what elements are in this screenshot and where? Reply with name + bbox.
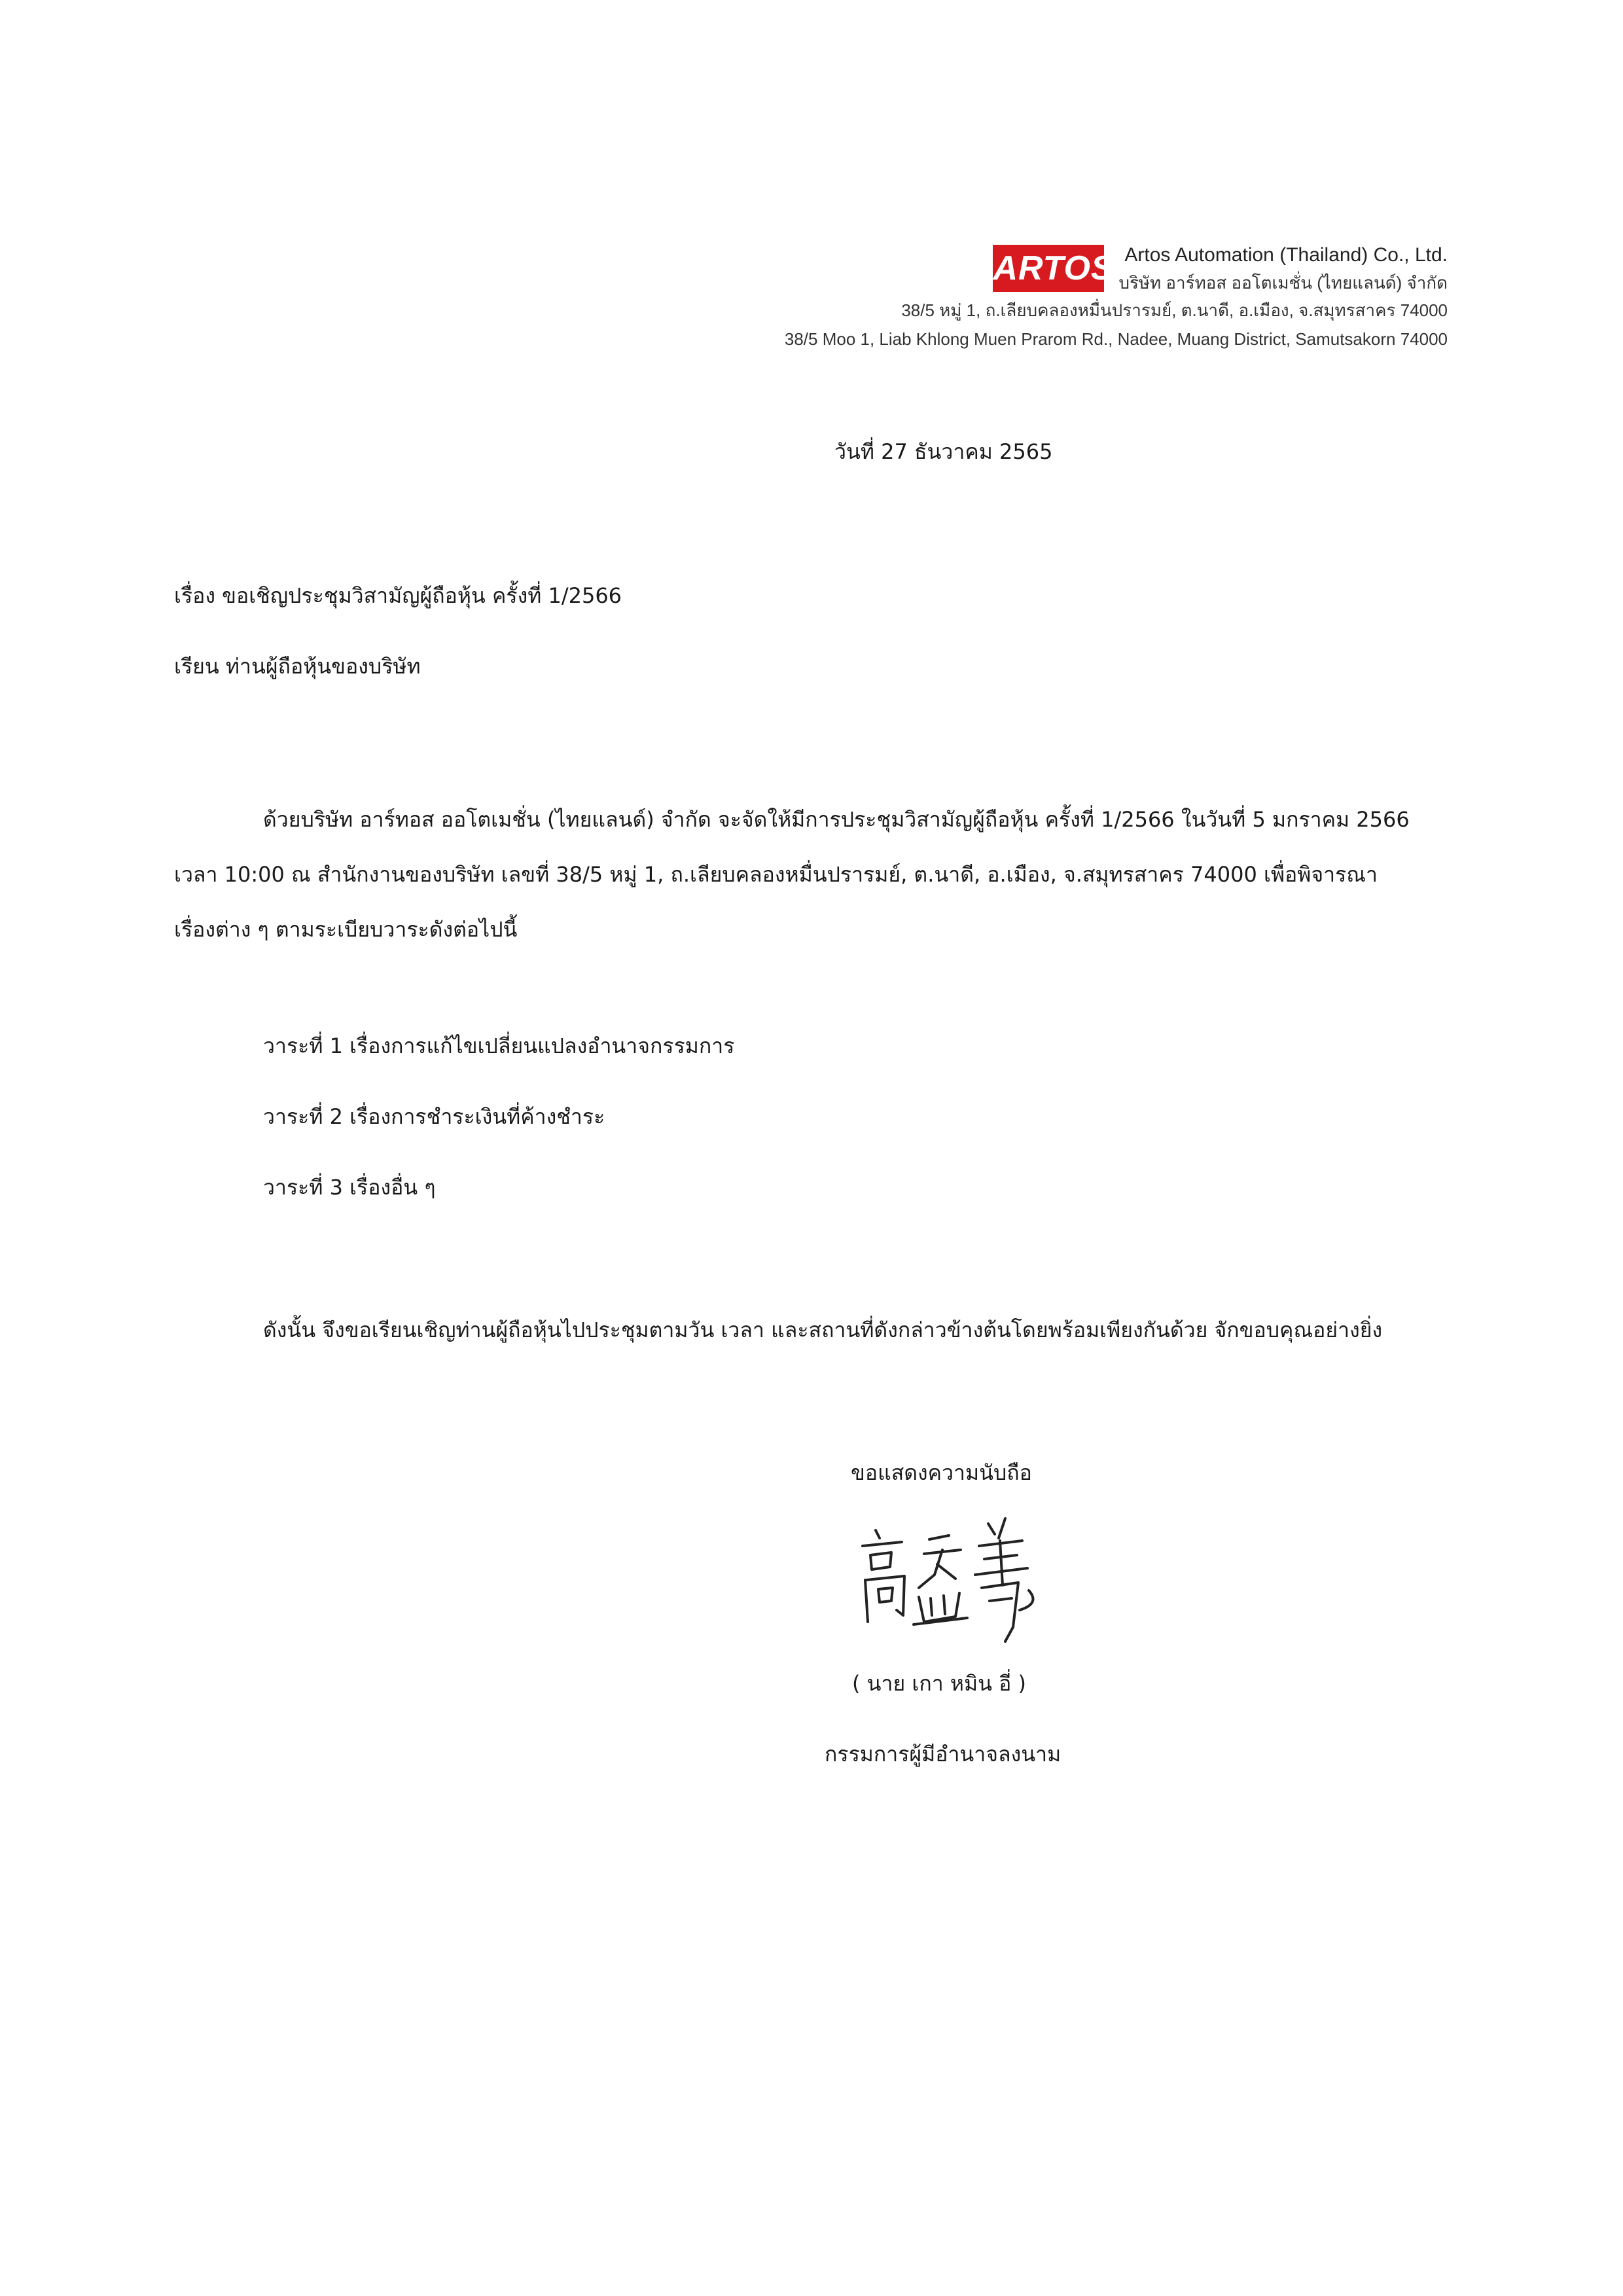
paragraph-line: เรื่องต่าง ๆ ตามระเบียบวาระดังต่อไปนี้ (174, 917, 518, 942)
letterhead-top (597, 241, 1448, 296)
signer-title: กรรมการผู้มีอำนาจลงนาม (825, 1742, 1061, 1767)
letter-subject: เรื่อง ขอเชิญประชุมวิสามัญผู้ถือหุ้น ครั้งที่ 1/2566 (174, 583, 622, 608)
handwritten-signature (851, 1512, 1047, 1649)
agenda-item-3: วาระที่ 3 เรื่องอื่น ๆ (263, 1175, 436, 1200)
paragraph-line: ด้วยบริษัท อาร์ทอส ออโตเมชั่น (ไทยแลนด์) จำกัด จะจัดให้มีการประชุมวิสามัญผู้ถือหุ้น ครั้งที่ 1/2566 ในวันที่ 5 มกราคม 2566 (263, 807, 1410, 832)
regards-line: ขอแสดงความนับถือ (851, 1460, 1032, 1485)
letter-body-paragraph (174, 792, 1450, 957)
letter-date: วันที่ 27 ธันวาคม 2565 (834, 439, 1053, 464)
company-logo: ARTOS (993, 245, 1104, 292)
company-name-th: บริษัท อาร์ทอส ออโตเมชั่น (ไทยแลนด์) จำกัด (1118, 273, 1448, 293)
closing-statement: ดังนั้น จึงขอเรียนเชิญท่านผู้ถือหุ้นไปประชุมตามวัน เวลา และสถานที่ดังกล่าวข้างต้นโดยพร้อมเพียงกันด้วย จักขอบคุณอย่างยิ่ง (263, 1318, 1383, 1342)
company-address-th: 38/5 หมู่ 1, ถ.เลียบคลองหมื่นปรารมย์, ต.นาดี, อ.เมือง, จ.สมุทรสาคร 74000 (901, 300, 1448, 320)
company-address-en: 38/5 Moo 1, Liab Khlong Muen Prarom Rd., Nadee, Muang District, Samutsakorn 74000 (784, 329, 1448, 349)
agenda-item-2: วาระที่ 2 เรื่องการชำระเงินที่ค้างชำระ (263, 1104, 605, 1129)
company-name-en: Artos Automation (Thailand) Co., Ltd. (1124, 244, 1448, 266)
agenda-item-1: วาระที่ 1 เรื่องการแก้ไขเปลี่ยนแปลงอำนาจกรรมการ (263, 1033, 735, 1058)
signer-name: ( นาย เกา หมิน อี่ ) (852, 1671, 1026, 1696)
letter-salutation: เรียน ท่านผู้ถือหุ้นของบริษัท (174, 654, 421, 679)
company-names (1118, 241, 1448, 296)
letterhead (597, 241, 1448, 353)
paragraph-line: เวลา 10:00 ณ สำนักงานของบริษัท เลขที่ 38/5 หมู่ 1, ถ.เลียบคลองหมื่นปรารมย์, ต.นาดี, อ.เมือง, จ.สมุทรสาคร 74000 เพื่อพิจารณา (174, 862, 1378, 887)
